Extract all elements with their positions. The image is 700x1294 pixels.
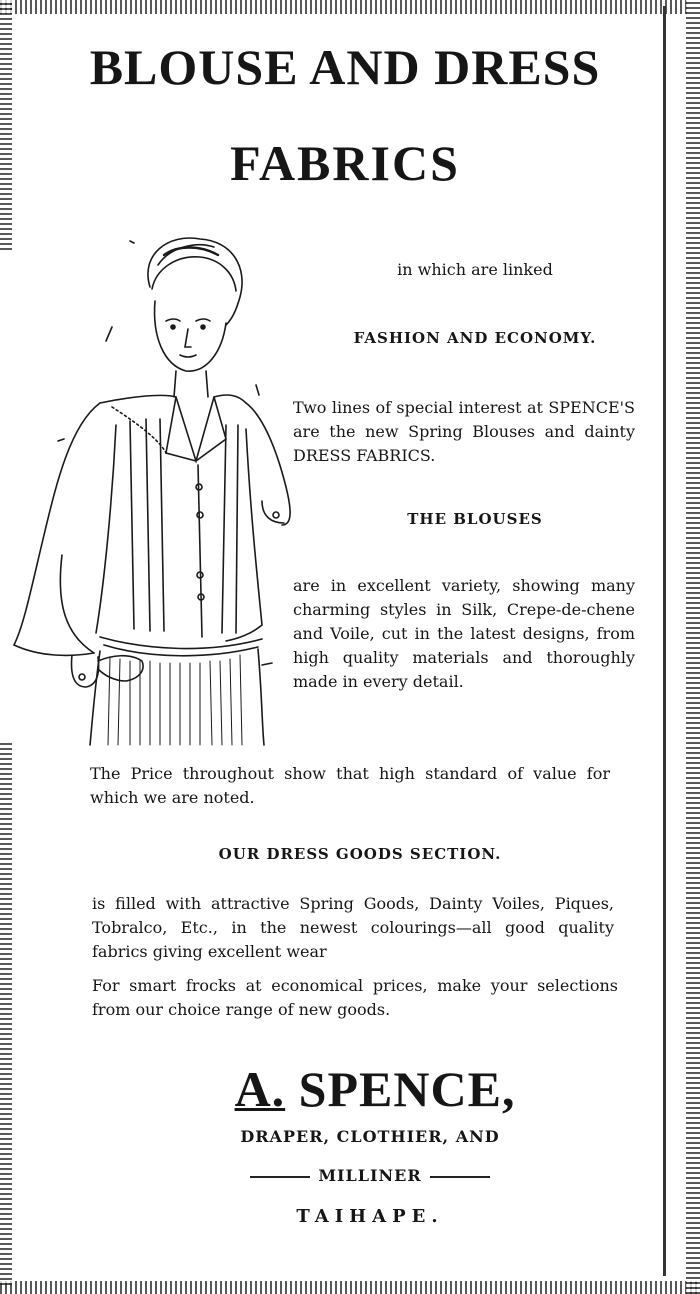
dress-goods-paragraph: is filled with attractive Spring Goods, Dainty Voiles, Piques, Tobralco, Etc., in the newest colourings—all good quality fabrics giving excellent wear (92, 894, 614, 961)
top-ornamental-border (0, 0, 690, 14)
inner-border-rule (663, 6, 666, 1276)
blouses-heading: THE BLOUSES (407, 510, 543, 528)
merchant-trade-milliner (150, 1166, 590, 1185)
dress-goods-heading: OUR DRESS GOODS SECTION. (218, 845, 502, 863)
right-ornamental-border (686, 0, 700, 1294)
merchant-name (150, 1060, 600, 1118)
bottom-ornamental-border (0, 1281, 700, 1294)
lead-paragraph: Two lines of special interest at SPENCE'S are the new Spring Blouses and dainty DRESS FABRICS. (293, 398, 635, 465)
left-ornamental-border-upper (0, 0, 12, 250)
right-rule (430, 1176, 490, 1178)
merchant-initial: A. (234, 1061, 286, 1117)
headline-line-2: FABRICS (230, 135, 460, 191)
left-rule (250, 1176, 310, 1178)
price-paragraph: The Price throughout show that high standard of value for which we are noted. (90, 764, 610, 807)
headline-line-1: BLOUSE AND DRESS (89, 39, 601, 95)
milliner-label: MILLINER (318, 1166, 422, 1185)
intro-linked-text: in which are linked (397, 260, 553, 279)
fashion-economy-tagline: FASHION AND ECONOMY. (353, 329, 597, 347)
left-ornamental-border-lower (0, 740, 12, 1285)
woman-in-blouse-illustration (0, 225, 300, 755)
blouses-paragraph: are in excellent variety, showing many charming styles in Silk, Crepe-de-chene and Voile, cut in the latest designs, from high quality materials and thoroughly made in every detail. (293, 576, 635, 691)
merchant-surname: SPENCE, (298, 1061, 516, 1117)
merchant-town: TAIHAPE. (296, 1206, 444, 1227)
selection-paragraph: For smart frocks at economical prices, make your selections from our choice range of new goods. (92, 976, 618, 1019)
merchant-trades: DRAPER, CLOTHIER, AND (240, 1127, 500, 1146)
